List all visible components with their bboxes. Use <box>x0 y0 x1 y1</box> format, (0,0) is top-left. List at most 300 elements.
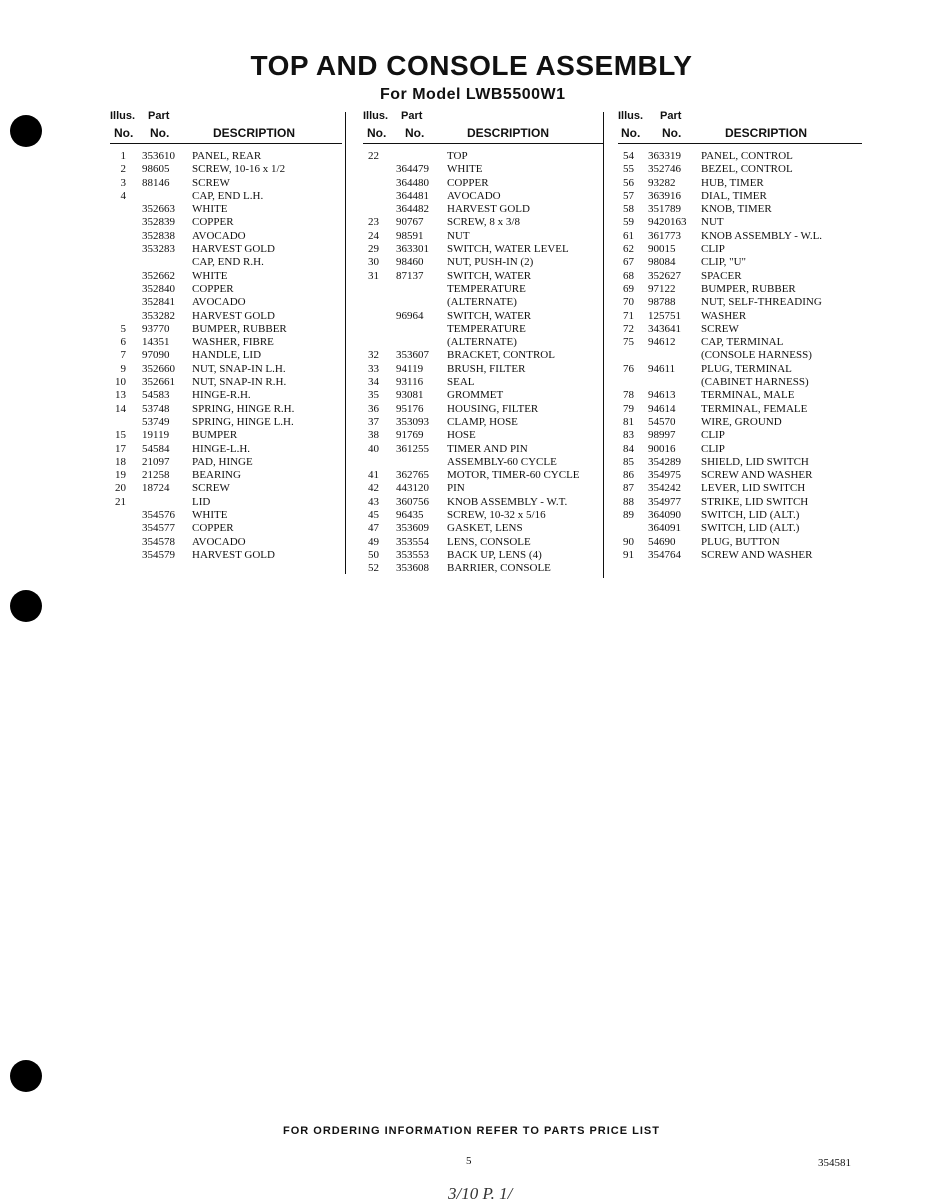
description-cell: DIAL, TIMER <box>701 189 767 202</box>
table-row <box>363 323 603 336</box>
illus-no-cell: 69 <box>623 282 634 295</box>
part-no-cell: 54584 <box>142 442 170 455</box>
part-no-cell: 98997 <box>648 429 676 442</box>
document-number: 354581 <box>818 1157 851 1169</box>
description-cell: BARRIER, CONSOLE <box>447 562 551 575</box>
description-cell: KNOB ASSEMBLY - W.L. <box>701 229 823 242</box>
illus-no-cell: 38 <box>368 429 379 442</box>
part-no-cell: 54690 <box>648 535 676 548</box>
table-row <box>618 256 862 269</box>
part-no-cell: 354764 <box>648 548 681 561</box>
part-no-cell: 94613 <box>648 389 676 402</box>
description-cell: HARVEST GOLD <box>192 548 275 561</box>
illus-header: Illus. <box>618 110 644 122</box>
parts-column-3 <box>618 110 862 562</box>
description-cell: MOTOR, TIMER-60 CYCLE <box>447 469 580 482</box>
illus-no-cell: 67 <box>623 256 634 269</box>
part-no-cell: 98605 <box>142 163 170 176</box>
description-cell: HINGE-L.H. <box>192 442 251 455</box>
illus-no-cell: 85 <box>623 455 634 468</box>
table-row <box>110 216 342 229</box>
part-no-cell: 364481 <box>396 189 429 202</box>
description-cell: WHITE <box>447 163 483 176</box>
description-cell: SCREW AND WASHER <box>701 548 813 561</box>
description-cell: SEAL <box>447 376 475 389</box>
illus-no-cell: 18 <box>115 455 126 468</box>
part-no-cell: 364091 <box>648 522 681 535</box>
illus-no-cell: 40 <box>368 442 379 455</box>
part-no-cell: 354576 <box>142 509 175 522</box>
description-cell: STRIKE, LID SWITCH <box>701 495 809 508</box>
part-no-cell: 94119 <box>396 362 424 375</box>
part-no-cell: 98460 <box>396 256 424 269</box>
table-row <box>618 336 862 349</box>
description-cell: TEMPERATURE <box>447 282 526 295</box>
illus-no-cell: 2 <box>120 163 126 176</box>
description-cell: CLIP <box>701 429 725 442</box>
table-row <box>618 429 862 442</box>
description-cell: CAP, END R.H. <box>192 256 264 269</box>
description-cell: SWITCH, WATER LEVEL <box>447 243 569 256</box>
part-no-cell: 354289 <box>648 455 681 468</box>
part-no-cell: 353607 <box>396 349 429 362</box>
table-row <box>618 163 862 176</box>
description-cell: BACK UP, LENS (4) <box>447 548 542 561</box>
table-row <box>363 509 603 522</box>
part-no-cell: 352838 <box>142 229 175 242</box>
part-no-cell: 96435 <box>396 509 424 522</box>
description-cell: SPACER <box>701 269 742 282</box>
table-row <box>618 363 862 376</box>
table-row <box>110 549 342 562</box>
table-row <box>110 403 342 416</box>
part-no-cell: 352746 <box>648 163 681 176</box>
description-cell: SCREW, 10-32 x 5/16 <box>447 509 546 522</box>
table-row <box>110 509 342 522</box>
table-row <box>618 243 862 256</box>
table-row <box>110 190 342 203</box>
illus-no-cell: 41 <box>368 469 379 482</box>
description-cell: COPPER <box>192 216 234 229</box>
description-cell: HOUSING, FILTER <box>447 402 539 415</box>
table-row <box>110 270 342 283</box>
table-row <box>363 283 603 296</box>
part-no-cell: 98084 <box>648 256 676 269</box>
column-divider <box>603 112 604 578</box>
description-cell: (CONSOLE HARNESS) <box>701 349 812 362</box>
part-no-cell: 88146 <box>142 176 170 189</box>
illus-no-cell: 4 <box>120 189 126 202</box>
part-no-cell: 54570 <box>648 415 676 428</box>
table-row <box>110 349 342 362</box>
description-cell: CLIP, "U" <box>701 256 747 269</box>
page-number: 5 <box>466 1155 472 1167</box>
part-no-cell: 443120 <box>396 482 429 495</box>
illus-no-cell: 22 <box>368 150 379 162</box>
part-no-cell: 125751 <box>648 309 681 322</box>
description-cell: ASSEMBLY-60 CYCLE <box>447 455 557 468</box>
description-cell: CAP, TERMINAL <box>701 336 784 349</box>
description-cell: PAD, HINGE <box>192 455 253 468</box>
table-row <box>618 403 862 416</box>
table-row <box>618 349 862 362</box>
description-cell: SWITCH, WATER <box>447 309 532 322</box>
part-no-cell: 93282 <box>648 176 676 189</box>
parts-rows <box>110 150 342 562</box>
illus-header: Illus. <box>363 110 389 122</box>
part-no-cell: 352660 <box>142 362 175 375</box>
table-row <box>618 522 862 535</box>
illus-no-cell: 24 <box>368 229 379 242</box>
illus-no-cell: 59 <box>623 216 634 229</box>
description-cell: TERMINAL, FEMALE <box>701 402 808 415</box>
part-no-cell: 91769 <box>396 429 424 442</box>
table-row <box>363 296 603 309</box>
handwritten-note: 3/10 P. 1/ <box>448 1184 513 1203</box>
description-cell: (ALTERNATE) <box>447 336 517 349</box>
table-row <box>618 482 862 495</box>
illus-no-cell: 79 <box>623 402 634 415</box>
illus-no-cell: 3 <box>120 176 126 189</box>
illus-no-cell: 78 <box>623 389 634 402</box>
table-row <box>618 376 862 389</box>
illus-no-cell: 86 <box>623 469 634 482</box>
description-cell: SWITCH, LID (ALT.) <box>701 509 800 522</box>
no-header: No. <box>367 126 387 140</box>
description-cell: SCREW <box>192 176 230 189</box>
table-row <box>110 363 342 376</box>
description-cell: SCREW <box>701 322 739 335</box>
no-header: No. <box>114 126 134 140</box>
table-row <box>618 456 862 469</box>
binder-hole-icon <box>10 590 42 622</box>
part-no-cell: 352840 <box>142 282 175 295</box>
description-cell: AVOCADO <box>447 189 501 202</box>
illus-header: Illus. <box>110 110 136 122</box>
table-row <box>363 256 603 269</box>
illus-no-cell: 19 <box>115 469 126 482</box>
table-row <box>618 177 862 190</box>
illus-no-cell: 75 <box>623 336 634 349</box>
part-no-cell: 14351 <box>142 336 170 349</box>
illus-no-cell: 84 <box>623 442 634 455</box>
part-no-cell: 93081 <box>396 389 424 402</box>
table-row <box>110 496 342 509</box>
table-row <box>363 243 603 256</box>
part-no-cell: 352839 <box>142 216 175 229</box>
table-row <box>363 562 603 575</box>
description-cell: SCREW AND WASHER <box>701 469 813 482</box>
illus-no-cell: 90 <box>623 535 634 548</box>
description-cell: HANDLE, LID <box>192 349 262 362</box>
table-row <box>110 177 342 190</box>
part-no-cell: 364090 <box>648 509 681 522</box>
description-cell: HINGE-R.H. <box>192 389 251 402</box>
table-row <box>110 482 342 495</box>
part-no-cell: 98788 <box>648 296 676 309</box>
table-row <box>363 469 603 482</box>
illus-no-cell: 83 <box>623 429 634 442</box>
illus-no-cell: 71 <box>623 309 634 322</box>
column-divider <box>345 112 346 574</box>
illus-no-cell: 72 <box>623 322 634 335</box>
description-cell: TEMPERATURE <box>447 322 526 335</box>
part-no-cell: 87137 <box>396 269 424 282</box>
description-cell: SHIELD, LID SWITCH <box>701 455 809 468</box>
description-cell: LEVER, LID SWITCH <box>701 482 806 495</box>
illus-no-cell: 70 <box>623 296 634 309</box>
description-cell: BEZEL, CONTROL <box>701 163 793 176</box>
description-header: DESCRIPTION <box>467 126 550 140</box>
table-row <box>618 416 862 429</box>
illus-no-cell: 6 <box>120 336 126 349</box>
part-no-cell: 9420163 <box>648 216 687 229</box>
illus-no-cell: 13 <box>115 389 126 402</box>
illus-no-cell: 88 <box>623 495 634 508</box>
description-cell: PLUG, TERMINAL <box>701 362 792 375</box>
description-cell: WASHER <box>701 309 747 322</box>
illus-no-cell: 54 <box>623 150 634 162</box>
part-no-cell: 90016 <box>648 442 676 455</box>
parts-column-1 <box>110 110 342 562</box>
table-row <box>363 216 603 229</box>
illus-no-cell: 91 <box>623 548 634 561</box>
part-no-cell: 352661 <box>142 376 175 389</box>
description-cell: AVOCADO <box>192 535 246 548</box>
part-no-cell: 364482 <box>396 203 429 216</box>
description-cell: SWITCH, LID (ALT.) <box>701 522 800 535</box>
table-row <box>363 456 603 469</box>
description-cell: COPPER <box>192 282 234 295</box>
illus-no-cell: 21 <box>115 495 126 508</box>
table-row <box>110 150 342 163</box>
table-row <box>618 190 862 203</box>
page-title: TOP AND CONSOLE ASSEMBLY <box>250 50 693 81</box>
part-no-cell: 363916 <box>648 189 681 202</box>
table-row <box>110 443 342 456</box>
description-cell: COPPER <box>192 522 234 535</box>
part-header: Part <box>148 110 170 122</box>
table-row <box>618 536 862 549</box>
illus-no-cell: 43 <box>368 495 379 508</box>
illus-no-cell: 9 <box>120 362 126 375</box>
table-row <box>110 416 342 429</box>
table-row <box>363 482 603 495</box>
table-row <box>363 549 603 562</box>
part-no-cell: 94614 <box>648 402 676 415</box>
ordering-note: FOR ORDERING INFORMATION REFER TO PARTS PRICE LIST <box>283 1125 660 1137</box>
part-no-cell: 18724 <box>142 482 170 495</box>
illus-no-cell: 10 <box>115 376 126 389</box>
illus-no-cell: 14 <box>115 402 126 415</box>
table-row <box>363 310 603 323</box>
table-row <box>110 522 342 535</box>
table-row <box>363 443 603 456</box>
illus-no-cell: 33 <box>368 362 379 375</box>
description-cell: WASHER, FIBRE <box>192 336 274 349</box>
description-header: DESCRIPTION <box>725 126 808 140</box>
part-no-cell: 360756 <box>396 495 429 508</box>
part-no-cell: 97122 <box>648 282 676 295</box>
table-row <box>363 270 603 283</box>
table-row <box>618 469 862 482</box>
description-cell: PANEL, CONTROL <box>701 150 793 162</box>
part-no-cell: 353554 <box>396 535 429 548</box>
description-cell: NUT, SNAP-IN L.H. <box>192 362 286 375</box>
table-row <box>363 363 603 376</box>
description-cell: BRACKET, CONTROL <box>447 349 555 362</box>
description-cell: CAP, END L.H. <box>192 189 264 202</box>
illus-no-cell: 20 <box>115 482 126 495</box>
illus-no-cell: 61 <box>623 229 634 242</box>
part-no-cell: 53749 <box>142 415 170 428</box>
illus-no-cell: 49 <box>368 535 379 548</box>
table-row <box>618 323 862 336</box>
part-no-cell: 353283 <box>142 243 175 256</box>
description-cell: CLIP <box>701 442 725 455</box>
illus-no-cell: 76 <box>623 362 634 375</box>
part-no-cell: 353553 <box>396 548 429 561</box>
illus-no-cell: 47 <box>368 522 379 535</box>
part-no-cell: 21258 <box>142 469 170 482</box>
part-no-cell: 361773 <box>648 229 681 242</box>
illus-no-cell: 35 <box>368 389 379 402</box>
illus-no-cell: 42 <box>368 482 379 495</box>
part-header: Part <box>660 110 682 122</box>
part-no-cell: 353093 <box>396 415 429 428</box>
part-no-cell: 352841 <box>142 296 175 309</box>
part-no-cell: 353610 <box>142 150 175 162</box>
illus-no-cell: 89 <box>623 509 634 522</box>
description-cell: BEARING <box>192 469 241 482</box>
description-cell: BUMPER, RUBBER <box>192 322 287 335</box>
description-cell: SCREW, 8 x 3/8 <box>447 216 520 229</box>
illus-no-cell: 5 <box>120 322 126 335</box>
description-cell: TERMINAL, MALE <box>701 389 795 402</box>
table-row <box>363 416 603 429</box>
illus-no-cell: 32 <box>368 349 379 362</box>
table-row <box>110 310 342 323</box>
illus-no-cell: 7 <box>120 349 126 362</box>
description-cell: CLAMP, HOSE <box>447 415 518 428</box>
illus-no-cell: 52 <box>368 562 379 575</box>
table-row <box>110 336 342 349</box>
parts-column-2 <box>363 110 603 576</box>
table-row <box>618 270 862 283</box>
description-cell: WHITE <box>192 269 228 282</box>
description-cell: KNOB ASSEMBLY - W.T. <box>447 495 568 508</box>
table-row <box>363 389 603 402</box>
illus-no-cell: 34 <box>368 376 379 389</box>
description-cell: BUMPER <box>192 429 238 442</box>
illus-no-cell: 55 <box>623 163 634 176</box>
part-no-cell: 354579 <box>142 548 175 561</box>
table-row <box>363 230 603 243</box>
part-no-cell: 354578 <box>142 535 175 548</box>
table-row <box>110 296 342 309</box>
description-cell: WHITE <box>192 509 228 522</box>
description-cell: SCREW <box>192 482 230 495</box>
description-cell: WHITE <box>192 203 228 216</box>
part-no-cell: 354977 <box>648 495 681 508</box>
header-rule <box>110 143 342 144</box>
table-row <box>110 323 342 336</box>
table-row <box>110 429 342 442</box>
part-no-cell: 353282 <box>142 309 175 322</box>
table-row <box>618 549 862 562</box>
illus-no-cell: 50 <box>368 548 379 561</box>
part-no-cell: 363319 <box>648 150 681 162</box>
part-no-header: No. <box>405 126 425 140</box>
illus-no-cell: 81 <box>623 415 634 428</box>
part-no-cell: 351789 <box>648 203 681 216</box>
description-cell: LENS, CONSOLE <box>447 535 531 548</box>
table-row <box>618 230 862 243</box>
description-cell: NUT, SNAP-IN R.H. <box>192 376 287 389</box>
table-row <box>363 177 603 190</box>
table-row <box>110 203 342 216</box>
table-row <box>363 429 603 442</box>
description-cell: NUT, SELF-THREADING <box>701 296 822 309</box>
parts-rows <box>618 150 862 562</box>
table-row <box>363 336 603 349</box>
part-no-cell: 352627 <box>648 269 681 282</box>
part-no-cell: 343641 <box>648 322 681 335</box>
part-no-cell: 98591 <box>396 229 424 242</box>
part-no-cell: 93116 <box>396 376 424 389</box>
table-row <box>363 163 603 176</box>
table-row <box>363 376 603 389</box>
description-cell: HOSE <box>447 429 476 442</box>
illus-no-cell: 15 <box>115 429 126 442</box>
part-no-cell: 21097 <box>142 455 170 468</box>
part-no-cell: 90767 <box>396 216 424 229</box>
table-row <box>110 243 342 256</box>
binder-hole-icon <box>10 1060 42 1092</box>
table-row <box>363 150 603 163</box>
illus-no-cell: 37 <box>368 415 379 428</box>
description-cell: NUT <box>701 216 724 229</box>
description-cell: HUB, TIMER <box>701 176 764 189</box>
table-row <box>363 190 603 203</box>
illus-no-cell: 45 <box>368 509 379 522</box>
description-cell: NUT <box>447 229 470 242</box>
table-row <box>618 310 862 323</box>
description-cell: SPRING, HINGE R.H. <box>192 402 295 415</box>
description-cell: WIRE, GROUND <box>701 415 782 428</box>
table-row <box>618 496 862 509</box>
table-row <box>110 469 342 482</box>
illus-no-cell: 23 <box>368 216 379 229</box>
part-no-cell: 97090 <box>142 349 170 362</box>
description-cell: SWITCH, WATER <box>447 269 532 282</box>
description-cell: (CABINET HARNESS) <box>701 376 809 389</box>
illus-no-cell: 57 <box>623 189 634 202</box>
table-row <box>110 256 342 269</box>
description-cell: PIN <box>447 482 465 495</box>
part-no-cell: 364480 <box>396 176 429 189</box>
table-row <box>363 403 603 416</box>
description-cell: SPRING, HINGE L.H. <box>192 415 294 428</box>
table-row <box>363 203 603 216</box>
description-cell: SCREW, 10-16 x 1/2 <box>192 163 286 176</box>
part-no-cell: 94612 <box>648 336 676 349</box>
description-cell: BUMPER, RUBBER <box>701 282 796 295</box>
part-no-cell: 93770 <box>142 322 170 335</box>
part-header: Part <box>401 110 423 122</box>
description-cell: (ALTERNATE) <box>447 296 517 309</box>
description-cell: BRUSH, FILTER <box>447 362 526 375</box>
